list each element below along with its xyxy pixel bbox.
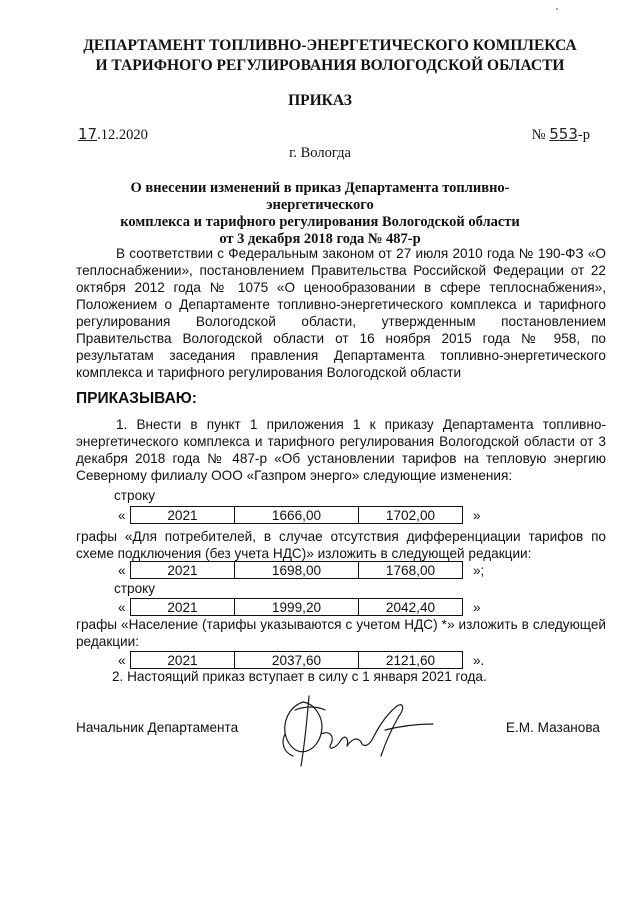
subject-line3: от 3 декабря 2018 года № 487-р xyxy=(219,231,421,247)
tariff-table-4 xyxy=(130,651,463,669)
doc-date xyxy=(78,125,148,144)
tariff-value-1: 1999,20 xyxy=(235,599,359,616)
tariff-year: 2021 xyxy=(131,507,235,524)
tariff-row-1 xyxy=(118,505,481,525)
quote-open: « xyxy=(118,562,126,578)
handwritten-signature xyxy=(265,690,445,770)
tariff-value-2: 1768,00 xyxy=(359,562,463,579)
row-label-2: строку xyxy=(114,581,156,596)
quote-open: « xyxy=(118,652,126,668)
tariff-year: 2021 xyxy=(131,562,235,579)
org-name-line1: ДЕПАРТАМЕНТ ТОПЛИВНО-ЭНЕРГЕТИЧЕСКОГО КОМПЛЕКСА xyxy=(83,37,577,54)
quote-close: ». xyxy=(473,652,485,668)
signatory-title: Начальник Департамента xyxy=(76,720,239,735)
doc-type: ПРИКАЗ xyxy=(288,92,352,109)
tariff-row-3 xyxy=(118,597,481,617)
graph-text-2: графы «Население (тарифы указываются с учетом НДС) *» изложить в следующей редакции: xyxy=(76,617,606,649)
scan-speck xyxy=(556,8,558,10)
number-handwritten: 553 xyxy=(549,125,578,143)
org-name-line2: И ТАРИФНОГО РЕГУЛИРОВАНИЯ ВОЛОГОДСКОЙ ОБЛАСТИ xyxy=(95,57,565,74)
tariff-value-1: 2037,60 xyxy=(235,652,359,669)
tariff-value-1: 1666,00 xyxy=(235,507,359,524)
quote-close: » xyxy=(473,507,481,523)
quote-open: « xyxy=(118,507,126,523)
doc-number xyxy=(532,125,590,144)
signatory-name: Е.М. Мазанова xyxy=(505,720,600,735)
tariff-value-2: 2042,40 xyxy=(359,599,463,616)
city: г. Вологда xyxy=(289,145,351,161)
quote-close: »; xyxy=(473,562,485,578)
decree-word: ПРИКАЗЫВАЮ: xyxy=(76,390,197,407)
number-prefix: № xyxy=(531,127,550,143)
date-day-handwritten: 17 xyxy=(78,125,98,143)
tariff-value-1: 1698,00 xyxy=(235,562,359,579)
item-1: 1. Внести в пункт 1 приложения 1 к приказу Департамента топливно-энергетического комплекса и тарифного регулирования Вологодской области от 3 декабря 2018 года № 487-р «Об установлении тарифов на тепловую энергию Северному филиалу ООО «Газпром энерго» следующие изменения: xyxy=(76,417,606,483)
tariff-table-1 xyxy=(130,506,463,524)
subject-line2: комплекса и тарифного регулирования Вологодской области xyxy=(120,214,520,230)
tariff-row-4 xyxy=(118,650,484,670)
quote-open: « xyxy=(118,599,126,615)
number-suffix: -р xyxy=(577,127,590,143)
preamble: В соответствии с Федеральным законом от 27 июля 2010 года № 190-ФЗ «О теплоснабжении», постановлением Правительства Российской Федерации от 22 октября 2012 года № 1075 «О ценообразовании в сфере теплоснабжения», Положением о Департаменте топливно-энергетического комплекса и тарифного регулирования Вологодской области, утвержденным постановлением Правительства Вологодской области от 16 ноября 2015 года № 958, по результатам заседания правления Департамента топливно-энергетического комплекса и тарифного регулирования Вологодской области xyxy=(76,246,606,380)
subject-line1: О внесении изменений в приказ Департамента топливно-энергетического xyxy=(130,180,510,213)
tariff-table-2 xyxy=(130,561,463,579)
subject xyxy=(80,180,560,248)
tariff-row-2 xyxy=(118,560,484,580)
graph-text-1: графы «Для потребителей, в случае отсутствия дифференциации тарифов по схеме подключения (без учета НДС)» изложить в следующей редакции: xyxy=(76,529,606,561)
tariff-value-2: 1702,00 xyxy=(359,507,463,524)
tariff-value-2: 2121,60 xyxy=(359,652,463,669)
item-2: 2. Настоящий приказ вступает в силу с 1 января 2021 года. xyxy=(112,669,487,684)
tariff-year: 2021 xyxy=(131,599,235,616)
tariff-table-3 xyxy=(130,598,463,616)
date-rest: .12.2020 xyxy=(97,127,148,143)
quote-close: » xyxy=(473,599,481,615)
row-label-1: строку xyxy=(114,488,156,503)
tariff-year: 2021 xyxy=(131,652,235,669)
